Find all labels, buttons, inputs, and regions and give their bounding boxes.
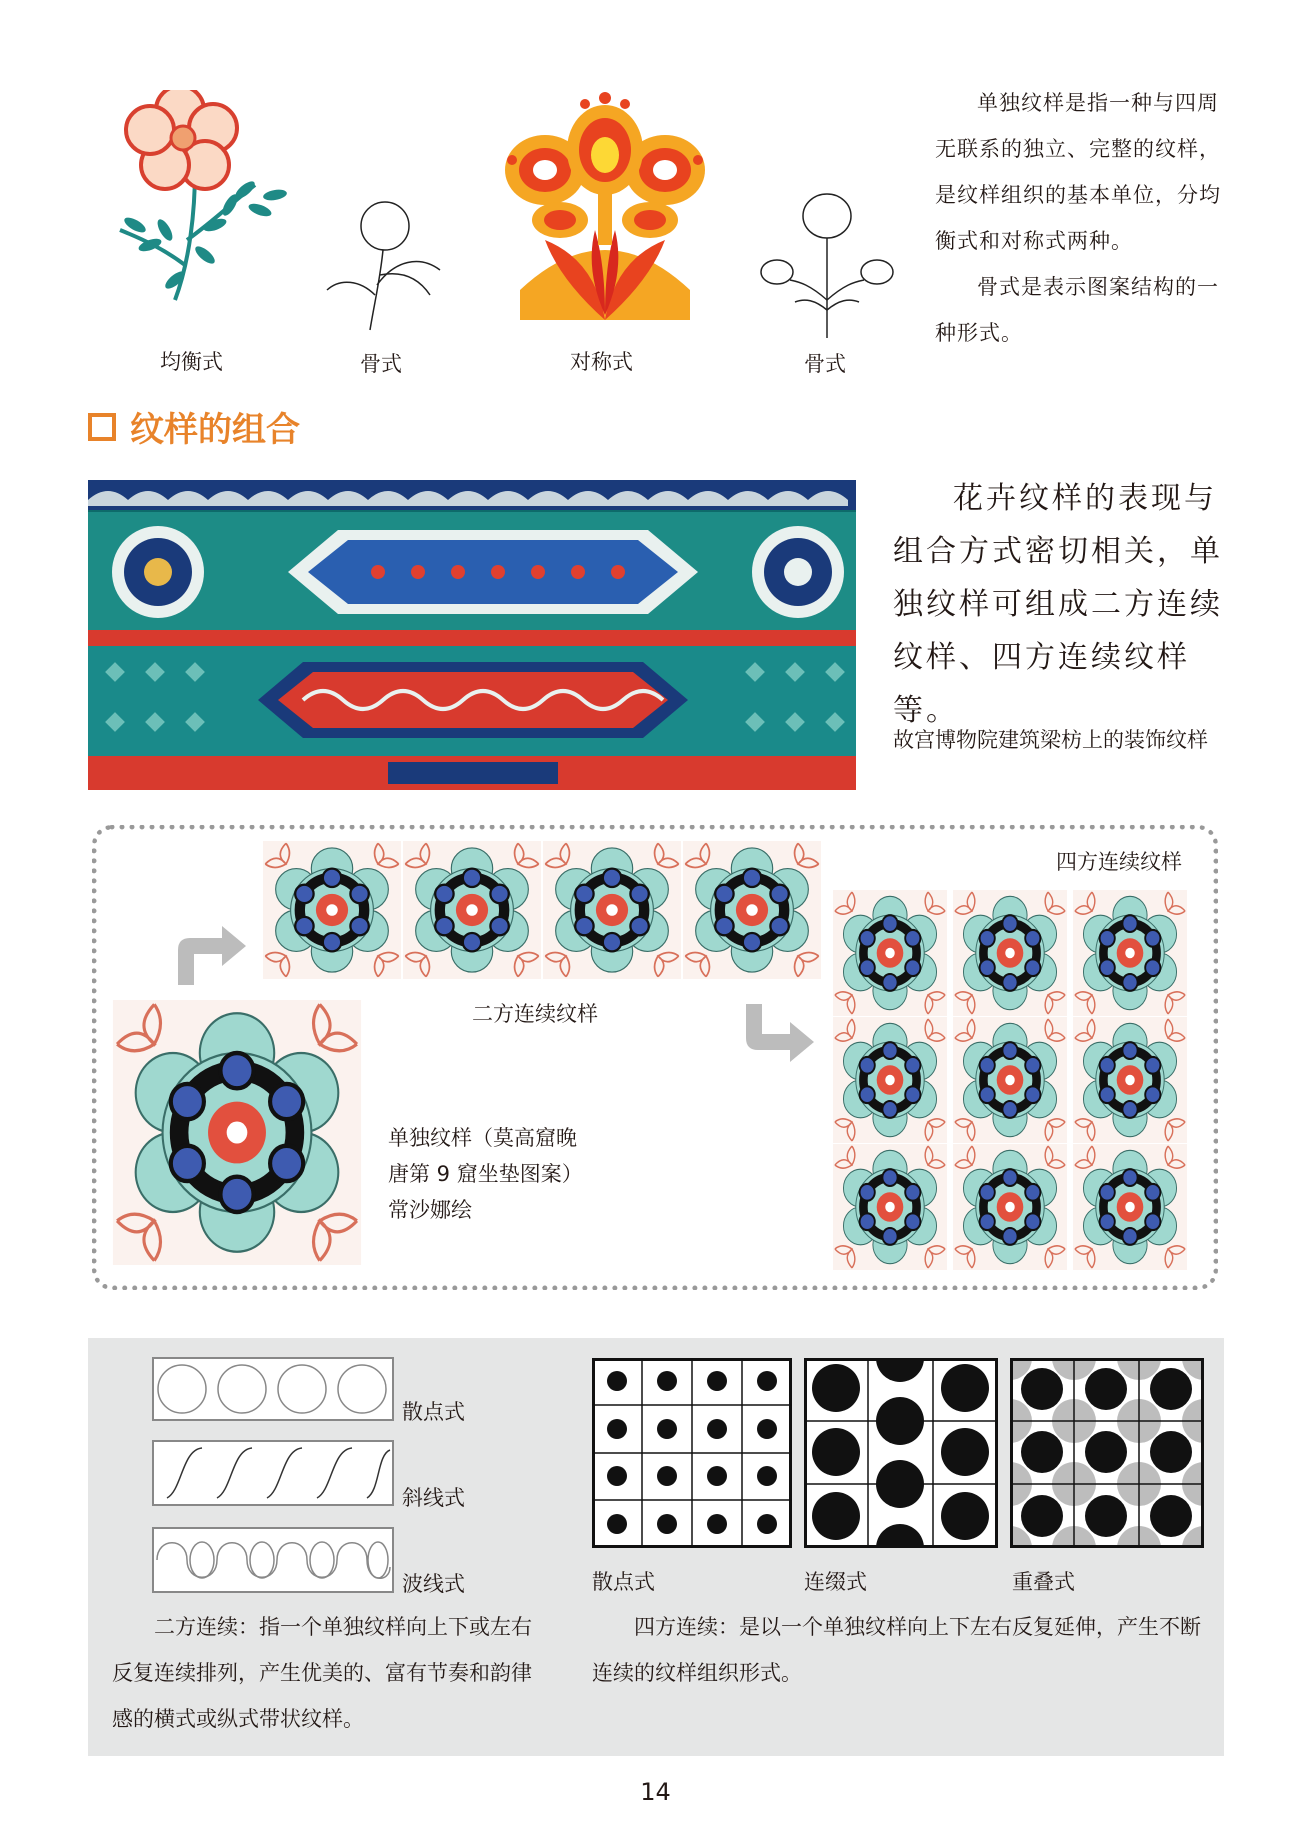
photo-caption: 故宫博物院建筑梁枋上的装饰纹样: [893, 728, 1208, 752]
strip-label: 斜线式: [402, 1486, 465, 1510]
skeleton-sketch-symmetric: [760, 190, 895, 340]
balanced-flower-figure: [95, 90, 305, 305]
overlapping-grid-diagram: [1010, 1358, 1204, 1548]
combination-description: [893, 472, 1233, 737]
arrow-down-right-icon: [738, 1000, 818, 1070]
section-title-text: 纹样的组合: [130, 410, 300, 450]
figure-caption: 均衡式: [160, 350, 223, 374]
four-way-label: 四方连续纹样: [1056, 850, 1182, 874]
four-way-definition: [592, 1604, 1207, 1696]
combination-paragraph: 花卉纹样的表现与组合方式密切相关，单独纹样可组成二方连续纹样、四方连续纹样等。: [893, 481, 1223, 728]
intro-text: [935, 80, 1235, 356]
caption-line: 单独纹样（莫高窟晚: [388, 1126, 577, 1150]
four-way-definition-text: 四方连续：是以一个单独纹样向上下左右反复延伸，产生不断连续的纹样组织形式。: [592, 1615, 1201, 1685]
four-way-continuous-grid: [830, 890, 1190, 1270]
intro-paragraph: 骨式是表示图案结构的一种形式。: [935, 275, 1219, 345]
checkbox-square-icon: [88, 413, 116, 441]
strip-label: 波线式: [402, 1572, 465, 1596]
scatter-grid-diagram: [592, 1358, 792, 1548]
two-way-definition: [112, 1604, 542, 1742]
caption-line: 唐第 9 窟坐垫图案）: [388, 1162, 583, 1186]
wave-strip-diagram: [152, 1527, 394, 1593]
symmetric-flower-figure: [500, 90, 710, 320]
intro-paragraph: 单独纹样是指一种与四周无联系的独立、完整的纹样，是纹样组织的基本单位，分均衡式和对称式两种。: [935, 91, 1221, 253]
skeleton-sketch-balanced: [325, 200, 450, 335]
two-way-definition-text: 二方连续：指一个单独纹样向上下或左右反复连续排列，产生优美的、富有节奏和韵律感的横式或纵式带状纹样。: [112, 1615, 532, 1731]
section-title: [88, 402, 300, 451]
two-way-label: 二方连续纹样: [472, 1002, 598, 1026]
single-motif-large: [112, 1000, 362, 1265]
strip-label: 散点式: [402, 1400, 465, 1424]
grid-label: 散点式: [592, 1570, 655, 1594]
arrow-up-right-icon: [170, 920, 250, 990]
two-way-continuous-strip: [262, 840, 822, 980]
figure-caption: 骨式: [804, 352, 846, 376]
connected-grid-diagram: [804, 1358, 998, 1548]
page-number: 14: [640, 1778, 671, 1806]
palace-beam-photo: [88, 480, 856, 790]
figure-caption: 对称式: [570, 350, 633, 374]
grid-label: 连缀式: [804, 1570, 867, 1594]
diagonal-strip-diagram: [152, 1440, 394, 1506]
grid-label: 重叠式: [1012, 1570, 1075, 1594]
single-motif-caption: [388, 1120, 583, 1228]
caption-line: 常沙娜绘: [388, 1198, 472, 1222]
scatter-strip-diagram: [152, 1357, 394, 1421]
figure-caption: 骨式: [360, 352, 402, 376]
